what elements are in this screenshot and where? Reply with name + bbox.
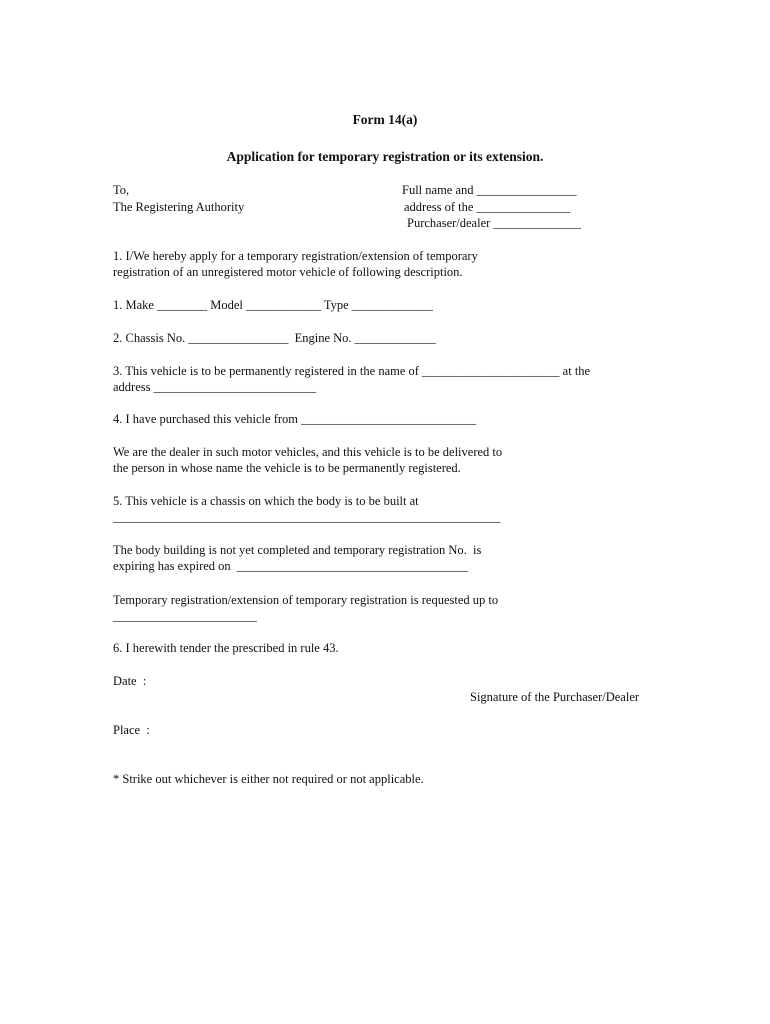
place-label: Place : xyxy=(113,723,150,737)
extension-line-1: Temporary registration/extension of temporary registration is requested up to xyxy=(113,593,499,607)
chassis-engine-line: 2. Chassis No. ________________ Engine No. _____________ xyxy=(113,331,436,345)
extension-line-2: _______________________ xyxy=(113,609,257,623)
chassis-body-line-2: ______________________________________________________________ xyxy=(113,510,501,524)
chassis-body-line-1: 5. This vehicle is a chassis on which the body is to be built at xyxy=(113,494,419,508)
addressee-to: To, xyxy=(113,183,130,197)
intro-line-1: 1. I/We hereby apply for a temporary registration/extension of temporary xyxy=(113,249,478,263)
signature-label: Signature of the Purchaser/Dealer xyxy=(470,690,640,704)
applicant-full-name-field: Full name and ________________ xyxy=(402,183,577,197)
form-title: Application for temporary registration or its extension. xyxy=(226,149,544,164)
dealer-line-2: the person in whose name the vehicle is to be permanently registered. xyxy=(113,461,461,475)
date-label: Date : xyxy=(113,674,147,688)
addressee-authority: The Registering Authority xyxy=(113,200,245,214)
body-building-line-2: expiring has expired on _____________________________________ xyxy=(113,559,469,573)
applicant-purchaser-field: Purchaser/dealer ______________ xyxy=(407,216,581,230)
owner-line-2: address __________________________ xyxy=(113,380,317,394)
tender-line: 6. I herewith tender the prescribed in rule 43. xyxy=(113,641,339,655)
purchased-from-line: 4. I have purchased this vehicle from ____________________________ xyxy=(113,412,477,426)
applicant-address-field: address of the _______________ xyxy=(404,200,571,214)
owner-line-1: 3. This vehicle is to be permanently registered in the name of ______________________ at the xyxy=(113,364,591,378)
dealer-line-1: We are the dealer in such motor vehicles, and this vehicle is to be delivered to xyxy=(113,445,503,459)
make-model-type-line: 1. Make ________ Model ____________ Type _____________ xyxy=(113,298,434,312)
footnote: * Strike out whichever is either not required or not applicable. xyxy=(113,772,424,786)
intro-line-2: registration of an unregistered motor vehicle of following description. xyxy=(113,265,463,279)
body-building-line-1: The body building is not yet completed and temporary registration No. is xyxy=(113,543,482,557)
form-number: Form 14(a) xyxy=(352,112,418,127)
